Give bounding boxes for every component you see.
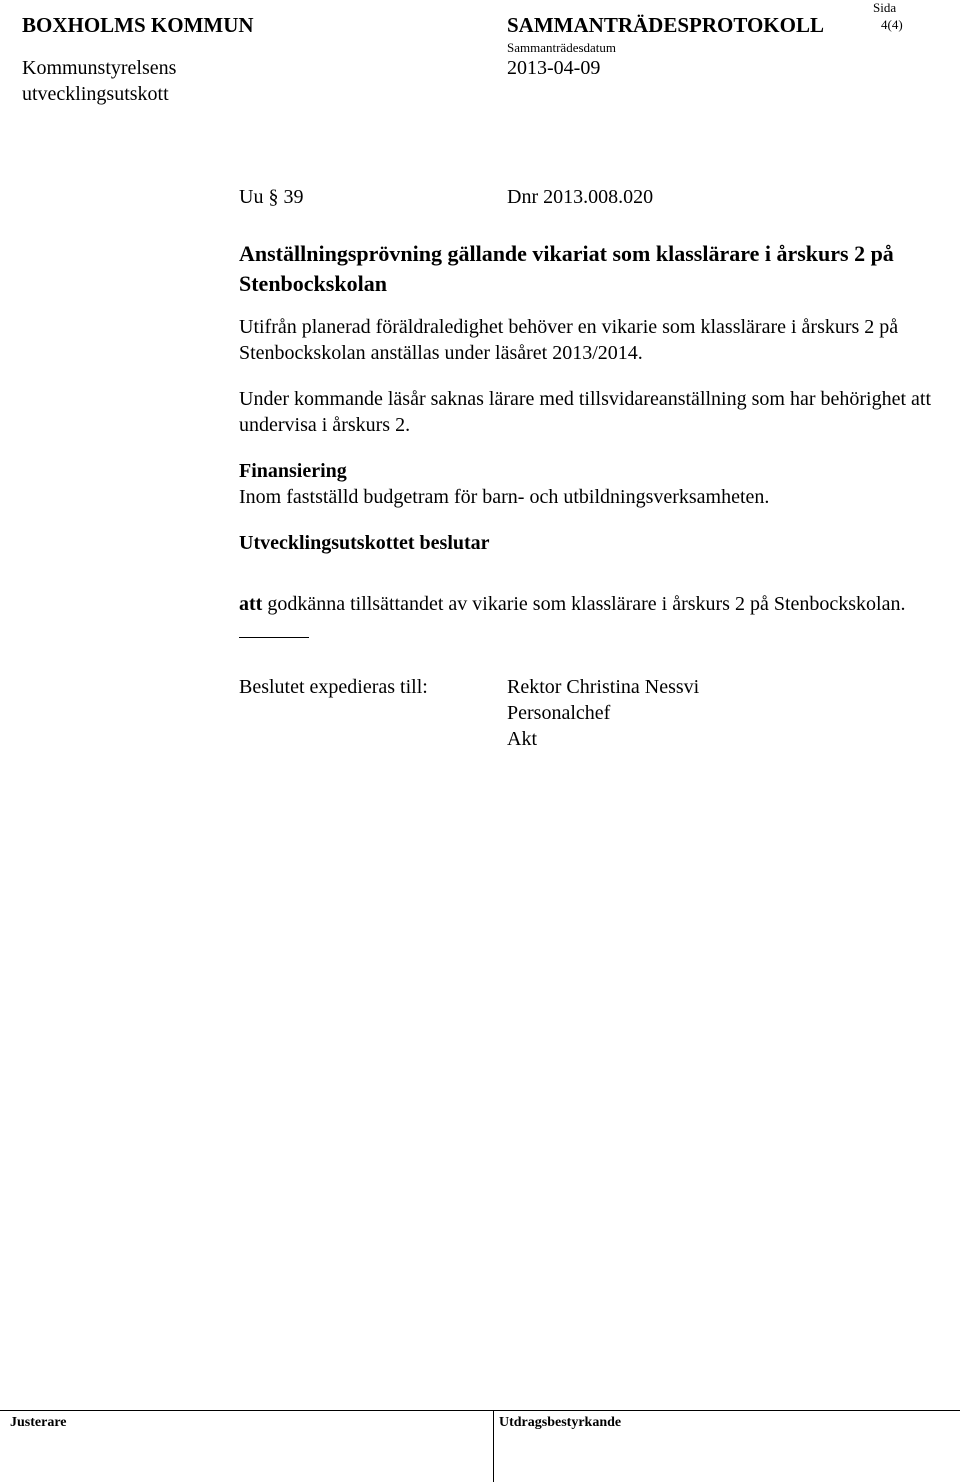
recipient-item: Rektor Christina Nessvi	[507, 676, 700, 698]
page-label: Sida	[873, 0, 897, 15]
organization-name: BOXHOLMS KOMMUN	[22, 13, 254, 37]
adjuster-label: Justerare	[10, 1415, 67, 1430]
recipient-list	[507, 674, 699, 752]
document-type: SAMMANTRÄDESPROTOKOLL	[507, 13, 824, 37]
section-divider	[239, 637, 309, 638]
decision-att: att	[239, 593, 263, 615]
dispatch-block	[239, 674, 939, 752]
financing-text: Inom fastställd budgetram för barn- och utbildningsverksamheten.	[239, 486, 770, 508]
decision-heading: Utvecklingsutskottet beslutar	[239, 532, 490, 554]
dispatch-label: Beslutet expedieras till:	[239, 676, 428, 698]
extract-certification-label: Utdragsbestyrkande	[499, 1415, 622, 1430]
diary-number: Dnr 2013.008.020	[507, 186, 654, 208]
footer-column-divider	[493, 1410, 494, 1482]
decision-body: godkänna tillsättandet av vikarie som klasslärare i årskurs 2 på Stenbockskolan.	[262, 593, 906, 615]
committee-name-line2: utvecklingsutskott	[22, 83, 169, 105]
page-number: 4(4)	[881, 17, 903, 32]
recipient-item: Personalchef	[507, 702, 611, 724]
section-number: Uu § 39	[239, 186, 304, 208]
financing-heading: Finansiering	[239, 460, 347, 482]
minutes-item	[239, 184, 939, 752]
footer-divider	[0, 1410, 960, 1411]
meeting-date-label: Sammanträdesdatum	[507, 40, 617, 55]
item-title: Anställningsprövning gällande vikariat som klasslärare i årskurs 2 på Stenbockskolan	[239, 241, 894, 296]
recipient-item: Akt	[507, 728, 537, 750]
meeting-date: 2013-04-09	[507, 57, 601, 79]
background-paragraph: Utifrån planerad föräldraledighet behöver en vikarie som klasslärare i årskurs 2 på Stenbockskolan anställas under läsåret 2013/2014.	[239, 316, 899, 364]
item-reference	[239, 184, 939, 210]
staffing-paragraph: Under kommande läsår saknas lärare med tillsvidareanställning som har behörighet att undervisa i årskurs 2.	[239, 388, 932, 436]
decision-text	[239, 591, 939, 617]
committee-name-line1: Kommunstyrelsens	[22, 57, 177, 79]
